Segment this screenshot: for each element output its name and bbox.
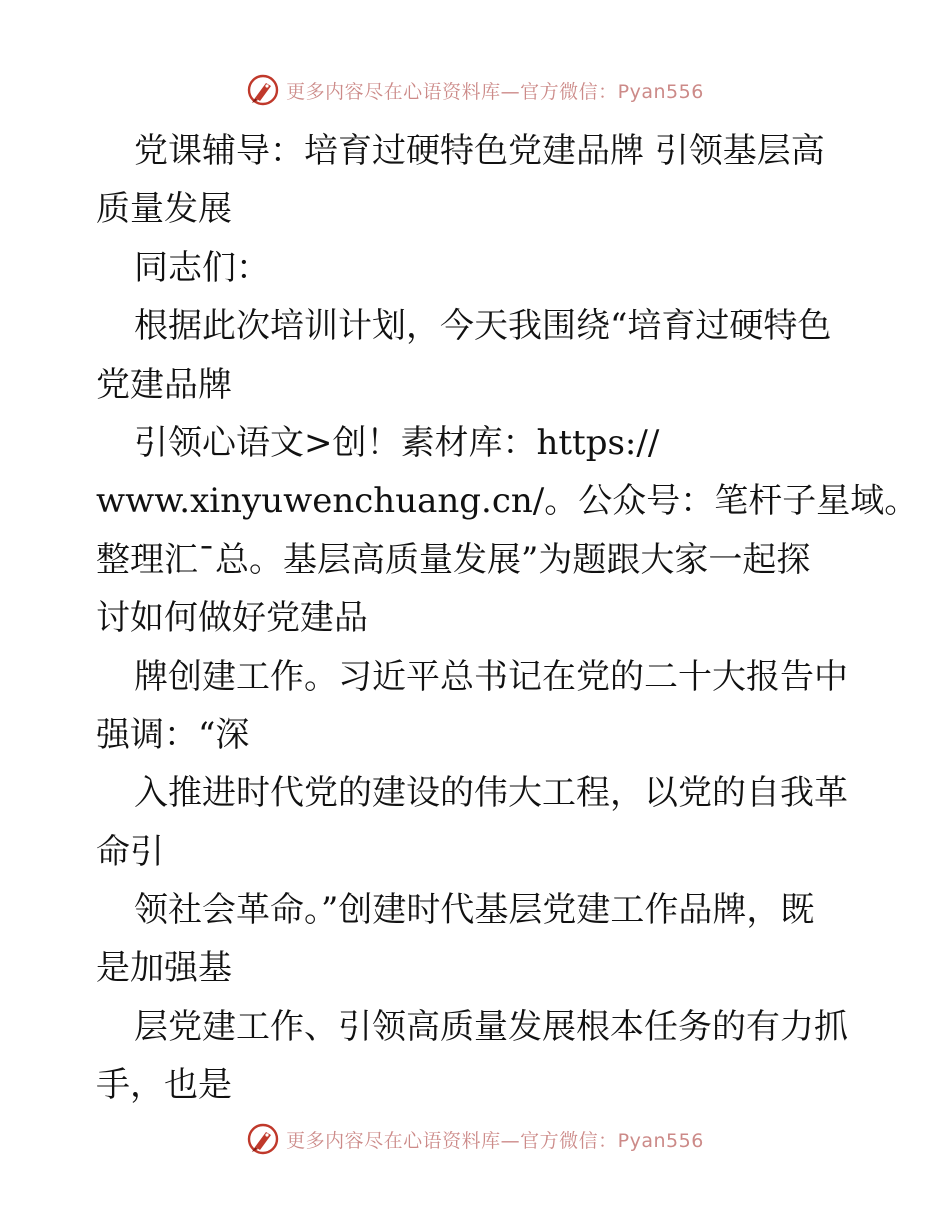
text-line: 牌创建工作。习近平总书记在党的二十大报告中 [134,656,848,697]
header-banner [0,70,950,110]
text-line: 手，也是 [96,1065,232,1106]
document-body [96,122,919,1115]
text-line: 整理汇¯总。基层高质量发展”为题跟大家一起探 [96,539,811,580]
text-line: 根据此次培训计划，今天我围绕“培育过硬特色 [134,306,832,347]
pen-nib-icon [246,1122,280,1156]
text-line: 入推进时代党的建设的伟大工程，以党的自我革 [134,773,848,814]
text-line: 质量发展 [96,189,232,230]
text-line: 党建品牌 [96,364,232,405]
text-line: 领社会革命。”创建时代基层党建工作品牌，既 [134,890,815,931]
text-line: 强调：“深 [96,714,250,755]
text-line: 同志们： [134,247,270,288]
pen-nib-icon [246,73,280,107]
banner-text: 更多内容尽在心语资料库—官方微信：Pyan556 [286,1129,704,1152]
text-line: 命引 [96,831,164,872]
banner-text: 更多内容尽在心语资料库—官方微信：Pyan556 [286,80,704,103]
text-line: 层党建工作、引领高质量发展根本任务的有力抓 [134,1006,848,1047]
text-line: 党课辅导：培育过硬特色党建品牌 引领基层高 [134,131,825,171]
footer-banner [0,1119,950,1159]
text-line: 引领心语文>创！素材库：https:// [134,422,660,463]
text-line: 是加强基 [96,948,232,989]
text-line: 讨如何做好党建品 [96,598,368,639]
text-line: www.xinyuwenchuang.cn/。公众号：笔杆子星域。 [96,481,919,522]
